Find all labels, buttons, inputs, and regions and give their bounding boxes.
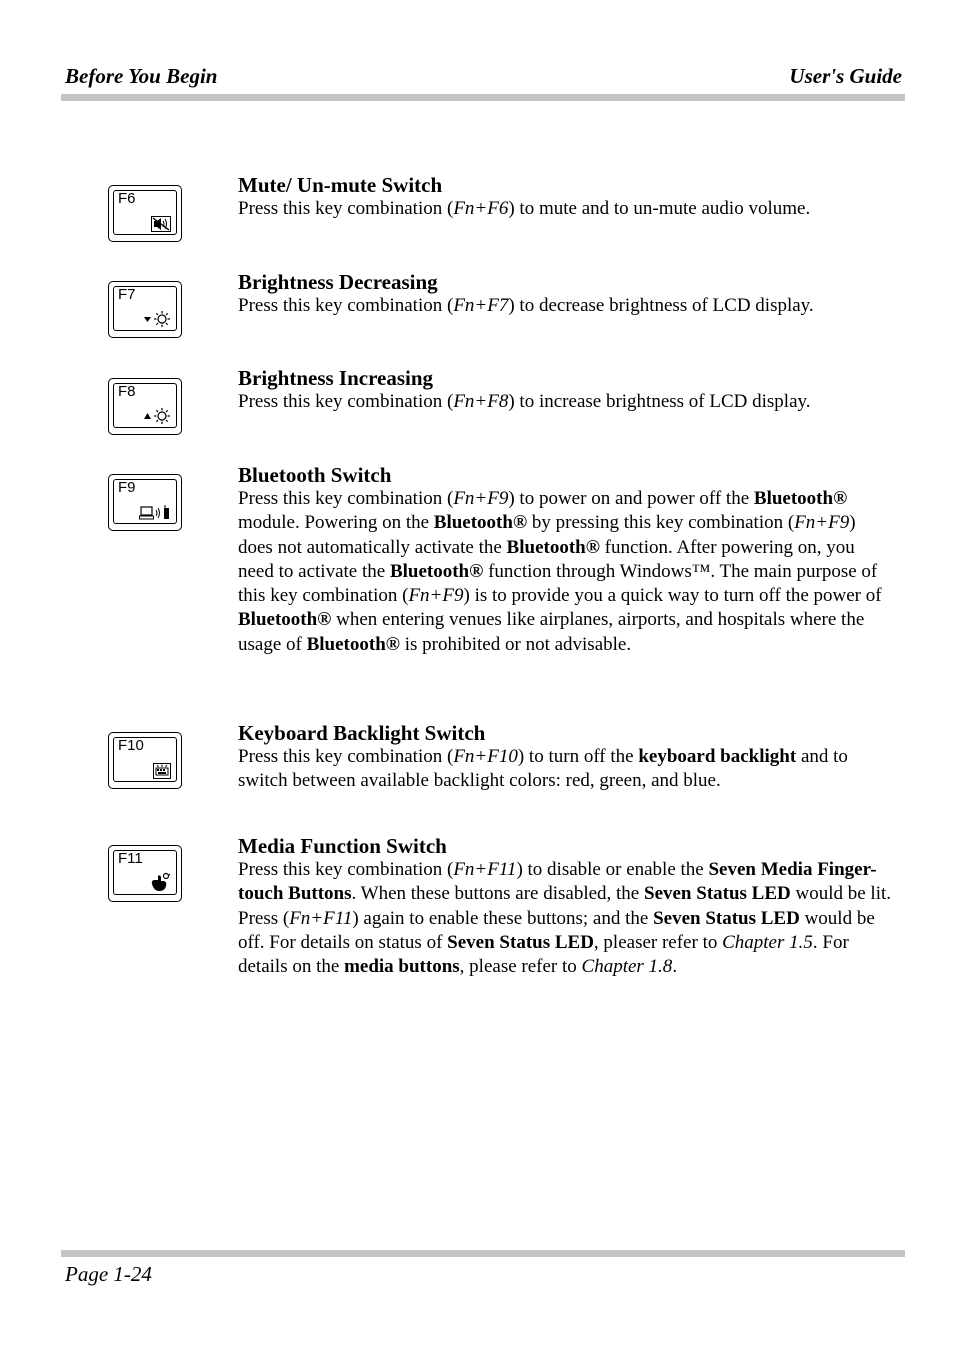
- entry-body: [238, 294, 893, 318]
- entry-body: [238, 487, 893, 657]
- body-text: , pleaser refer to: [593, 931, 723, 953]
- emphasis-italic: Chapter 1.8: [581, 956, 673, 978]
- body-text: ) does not automatically activate the: [238, 512, 856, 558]
- body-text: ) to decrease brightness of LCD display.: [508, 295, 814, 316]
- entry-title: Brightness Increasing: [238, 366, 434, 390]
- header-section-title: Before You Begin: [65, 64, 218, 88]
- emphasis-italic: Fn+F11: [453, 859, 517, 880]
- entry-title: Media Function Switch: [238, 834, 447, 858]
- key-label: F9: [118, 479, 136, 496]
- body-text: Press this key combination (: [238, 859, 454, 880]
- emphasis-bold: Bluetooth®: [433, 512, 528, 534]
- key-label: F8: [118, 383, 136, 400]
- emphasis-italic: Fn+F9: [794, 512, 850, 534]
- entry-body: [238, 390, 893, 414]
- body-text: module. Powering on the: [238, 512, 434, 534]
- body-text: and to switch between available backlight colors: red, green, and blue.: [238, 746, 848, 792]
- emphasis-bold: Bluetooth®: [306, 633, 400, 655]
- key-label: F6: [118, 190, 136, 207]
- body-text: ) to mute and to un-mute audio volume.: [508, 198, 811, 219]
- emphasis-bold: media buttons: [344, 956, 460, 978]
- entry-title: Keyboard Backlight Switch: [238, 721, 486, 745]
- body-text: when entering venues like airplanes, airports, and hospitals where the usage of: [238, 609, 865, 655]
- body-text: function through Windows™. The main purpose of this key combination (: [238, 560, 878, 607]
- body-text: .: [672, 956, 678, 978]
- emphasis-italic: Fn+F11: [289, 907, 353, 929]
- page-number: Page 1-24: [65, 1262, 152, 1286]
- speaker-mute-icon: [151, 216, 171, 232]
- brightness-down-icon: [143, 310, 171, 328]
- body-text: is prohibited or not advisable.: [399, 633, 632, 655]
- entry-media-function: [238, 834, 893, 979]
- keyboard-backlight-icon: [153, 763, 171, 779]
- emphasis-italic: Fn+F10: [453, 746, 518, 767]
- emphasis-bold: Seven Media Finger-touch Buttons: [238, 859, 877, 905]
- entry-title: Brightness Decreasing: [238, 270, 438, 294]
- header-document-title: User's Guide: [789, 64, 902, 88]
- key-f10: [108, 732, 182, 789]
- key-f9: [108, 474, 182, 531]
- key-label: F7: [118, 286, 136, 303]
- key-f11: [108, 845, 182, 902]
- body-text: , please refer to: [459, 956, 582, 978]
- emphasis-bold: Bluetooth®: [238, 609, 332, 631]
- entry-body: [238, 197, 893, 221]
- body-text: ) to turn off the: [517, 746, 639, 767]
- entry-title: Mute/ Un-mute Switch: [238, 173, 443, 197]
- body-text: ) to disable or enable the: [516, 859, 709, 880]
- emphasis-italic: Fn+F7: [453, 295, 509, 316]
- emphasis-bold: Bluetooth®: [506, 536, 600, 558]
- entry-title: Bluetooth Switch: [238, 463, 392, 487]
- body-text: . For details on the: [238, 931, 849, 978]
- media-hand-icon: [149, 872, 171, 892]
- body-text: Press this key combination (: [238, 198, 454, 219]
- emphasis-italic: Chapter 1.5: [722, 931, 813, 953]
- key-label: F11: [118, 850, 143, 867]
- body-text: Press this key combination (: [238, 295, 454, 316]
- brightness-up-icon: [143, 407, 171, 425]
- body-text: ) is to provide you a quick way to turn off the power of: [463, 585, 882, 607]
- entry-body: [238, 745, 893, 794]
- key-f7: [108, 281, 182, 338]
- emphasis-italic: Fn+F8: [453, 391, 509, 412]
- emphasis-bold: Seven Status LED: [447, 931, 594, 953]
- emphasis-bold: keyboard backlight: [638, 746, 797, 767]
- entry-body: [238, 858, 893, 979]
- emphasis-bold: Bluetooth®: [753, 488, 848, 509]
- bluetooth-laptop-icon: [139, 505, 171, 521]
- body-text: Press this key combination (: [238, 746, 454, 767]
- emphasis-bold: Bluetooth®: [389, 560, 484, 582]
- body-text: function. After powering on, you need to activate the: [238, 536, 855, 582]
- entry-keyboard-backlight: [238, 721, 893, 794]
- key-f8: [108, 378, 182, 435]
- body-text: Press this key combination (: [238, 488, 454, 509]
- body-text: ) to power on and power off the: [508, 488, 754, 509]
- body-text: . When these buttons are disabled, the: [351, 883, 644, 905]
- entry-brightness-decreasing: [238, 270, 893, 318]
- entry-brightness-increasing: [238, 366, 893, 414]
- emphasis-italic: Fn+F6: [453, 198, 509, 219]
- entry-mute: [238, 173, 893, 221]
- header-rule: [61, 94, 905, 101]
- footer-rule: [61, 1250, 905, 1257]
- body-text: ) again to enable these buttons; and the: [352, 907, 654, 929]
- emphasis-italic: Fn+F9: [453, 488, 509, 509]
- emphasis-bold: Seven Status LED: [653, 907, 800, 929]
- entry-bluetooth: [238, 463, 893, 657]
- body-text: Press this key combination (: [238, 391, 454, 412]
- key-label: F10: [118, 737, 144, 754]
- body-text: by pressing this key combination (: [527, 512, 795, 534]
- body-text: would be off. For details on status of: [238, 907, 875, 953]
- key-f6: [108, 185, 182, 242]
- emphasis-italic: Fn+F9: [408, 585, 464, 607]
- body-text: would be lit. Press (: [238, 883, 892, 929]
- emphasis-bold: Seven Status LED: [644, 883, 791, 905]
- body-text: ) to increase brightness of LCD display.: [508, 391, 811, 412]
